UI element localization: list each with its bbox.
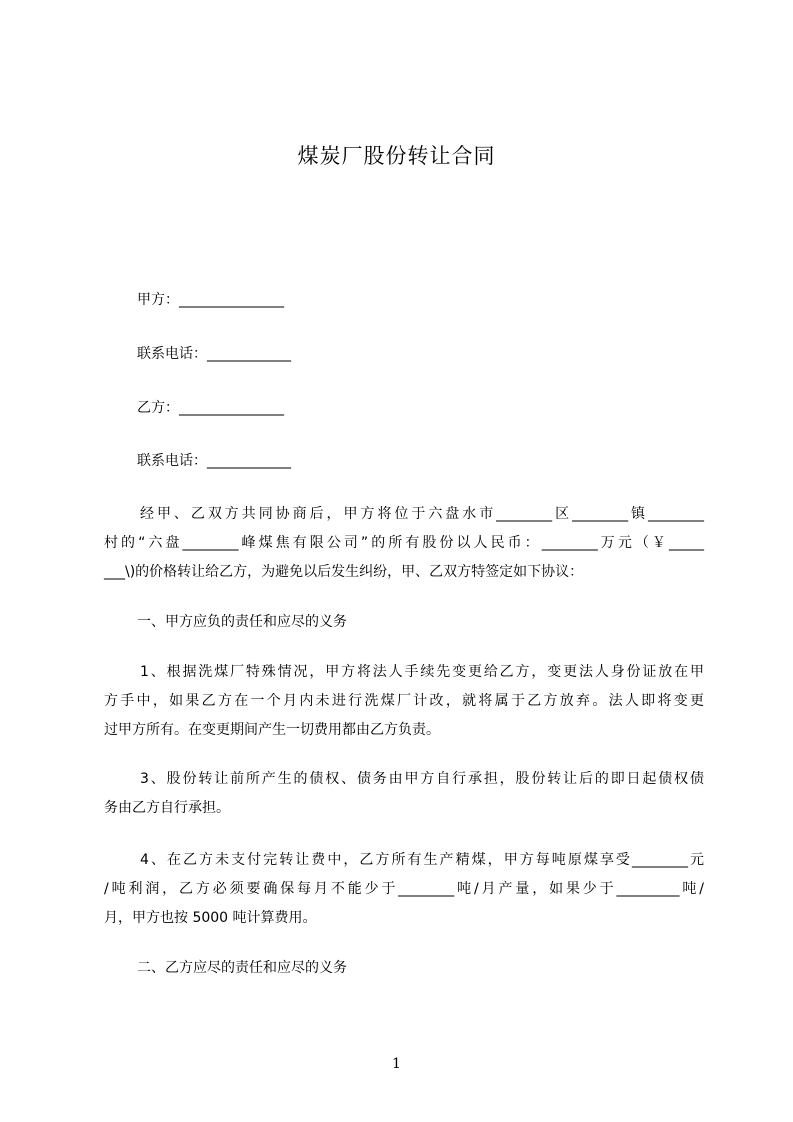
party-a-phone-field: 联系电话：____________ <box>137 346 291 362</box>
section-1-heading: 一、甲方应负的责任和应尽的义务 <box>137 614 347 630</box>
clause-3-line-2: 务由乙方自行承担。 <box>104 800 230 816</box>
clause-4-line-3: 月，甲方也按 5000 吨计算费用。 <box>104 910 317 926</box>
clause-3-paragraph <box>104 765 704 823</box>
intro-line-3: ___\)的价格转让给乙方，为避免以后发生纠纷，甲、乙双方特签定如下协议： <box>104 564 584 580</box>
clause-1-paragraph <box>104 658 704 745</box>
document-title: 煤炭厂股份转让合同 <box>297 144 496 168</box>
page-number: 1 <box>392 1056 401 1072</box>
intro-line-2: 村的“六盘________峰煤焦有限公司”的所有股份以人民币：________万元（￥_____ <box>104 535 704 551</box>
party-b-phone-field: 联系电话：____________ <box>137 453 291 469</box>
clause-4-line-2: /吨利润，乙方必须要确保每月不能少于________吨/月产量，如果少于_________吨/ <box>104 881 704 897</box>
party-a-field: 甲方：_______________ <box>137 292 284 308</box>
section-2-heading: 二、乙方应尽的责任和应尽的义务 <box>137 960 347 976</box>
party-b-field: 乙方：_______________ <box>137 400 284 416</box>
clause-1-line-2: 方手中，如果乙方在一个月内未进行洗煤厂计改，就将属于乙方放弃。法人即将变更 <box>104 693 704 709</box>
clause-4-line-1: 4、在乙方未支付完转让费中，乙方所有生产精煤，甲方每吨原煤享受________元 <box>140 852 704 868</box>
clause-3-line-1: 3、股份转让前所产生的债权、债务由甲方自行承担，股份转让后的即日起债权债 <box>140 771 704 787</box>
intro-paragraph <box>104 500 704 587</box>
intro-line-1: 经甲、乙双方共同协商后，甲方将位于六盘水市________区________镇________ <box>140 506 704 522</box>
clause-4-paragraph <box>104 846 704 933</box>
clause-1-line-3: 过甲方所有。在变更期间产生一切费用都由乙方负责。 <box>104 722 440 738</box>
clause-1-line-1: 1、根据洗煤厂特殊情况，甲方将法人手续先变更给乙方，变更法人身份证放在甲 <box>140 664 704 680</box>
